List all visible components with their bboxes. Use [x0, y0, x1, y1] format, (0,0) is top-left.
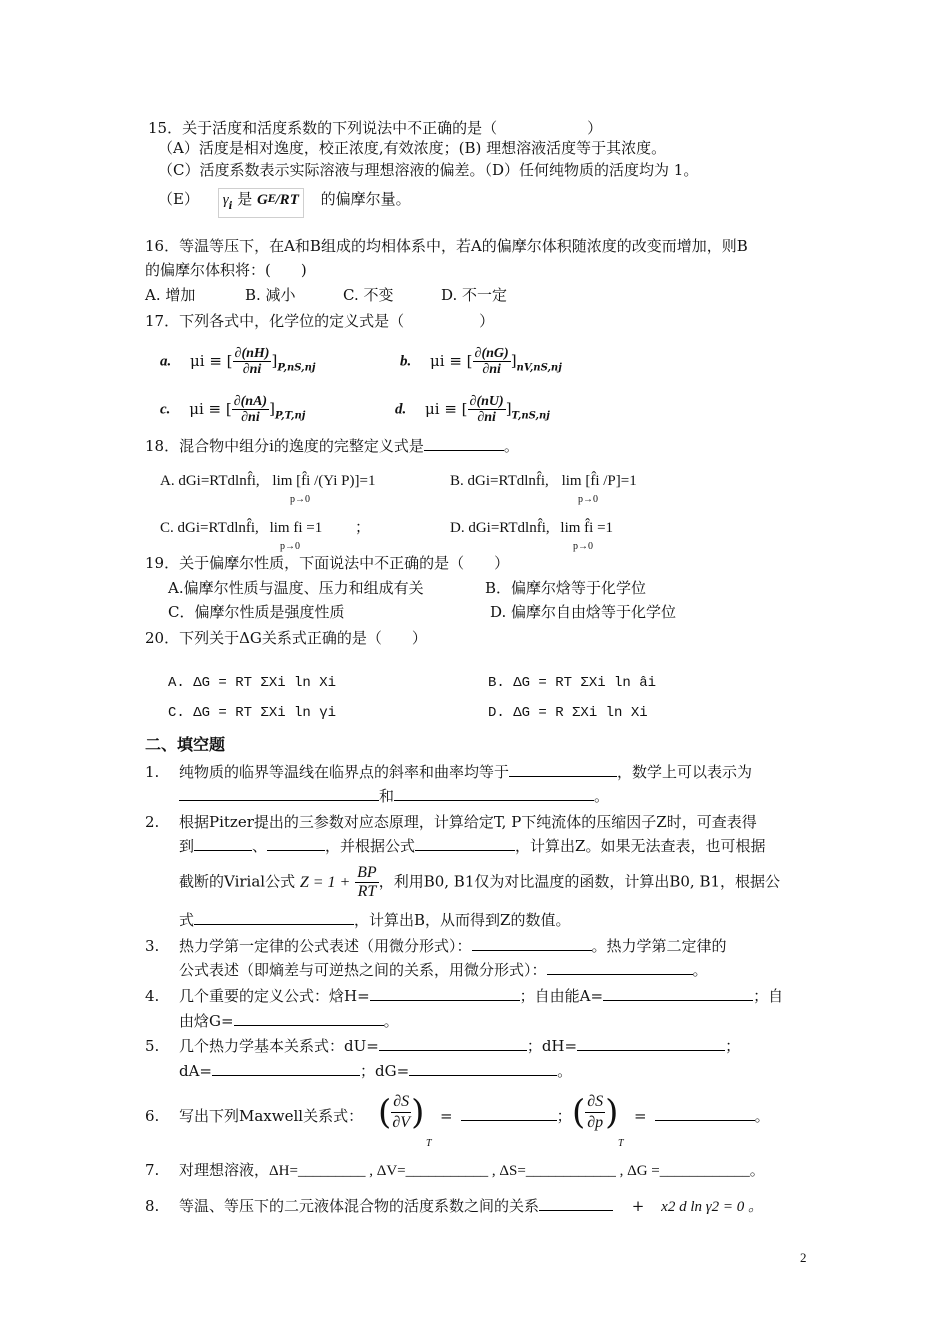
fill-2-blank-a[interactable]: [194, 836, 252, 851]
q18-option-a: A. dGi=RTdlnf̂i, lim [f̂i /(Yi P)]=1: [160, 473, 376, 489]
fill-6-eq2: = 。: [634, 1107, 770, 1125]
q17-option-c: c. μi ≡ [ $\frac{\partial(nA)}{\partial ni}$ ]$_{P,T,nj}$: [160, 394, 306, 425]
fill-1-line1: 1. 纯物质的临界等温线在临界点的斜率和曲率均等于 ，数学上可以表示为: [145, 763, 753, 781]
fill-2-blank-b[interactable]: [267, 836, 325, 851]
q20-option-d: D. ΔG = R ΣXi ln Xi: [488, 705, 648, 721]
q16-stem-line2: 的偏摩尔体积将：( ): [145, 261, 307, 279]
fill-1-blank-c[interactable]: [394, 786, 594, 801]
fill-2-line3: 截断的Virial公式 Z = 1 + $\frac{BP}{RT}$ ，利用B0, B1仅为对比温度的函数，计算出B0, B1，根据公: [179, 864, 781, 900]
q15-e-label: （E）: [158, 190, 199, 208]
fill-6-blank-a[interactable]: [461, 1106, 557, 1121]
q19-stem: 19．关于偏摩尔性质，下面说法中不正确的是（ ）: [145, 554, 510, 572]
q16-option-a: A. 增加: [145, 286, 196, 304]
fill-3-blank-b[interactable]: [547, 960, 693, 975]
q15-e-gamma: γ: [222, 192, 229, 208]
fill-2-blank-c[interactable]: [415, 836, 515, 851]
q18-a-limit-cond: p→0: [290, 494, 310, 505]
q18-option-c: C. dGi=RTdlnf̂i, lim fi =1 ；: [160, 518, 371, 536]
q15-option-e: [158, 188, 411, 218]
fill-3-blank-a[interactable]: [472, 936, 592, 951]
q18-b-limit-cond: p→0: [578, 494, 598, 505]
q17-option-a: a. μi ≡ [ $\frac{\partial(nH)}{\partial ni}$ ]$_{P,nS,nj}$: [160, 346, 316, 377]
q19-option-b: B．偏摩尔焓等于化学位: [485, 579, 647, 597]
q15-e-formula: $\gamma_i$ 是 $G^E/RT$: [218, 188, 304, 218]
fill-3-line2: 公式表述（即熵差与可逆热之间的关系，用微分形式）： 。: [179, 961, 708, 979]
q19-option-a: A.偏摩尔性质与温度、压力和组成有关: [168, 579, 424, 597]
q20-option-a: A. ΔG = RT ΣXi ln Xi: [168, 675, 337, 691]
q17-stem: 17．下列各式中，化学位的定义式是（ ）: [145, 312, 495, 330]
fill-6-label: 6. 写出下列Maxwell关系式：: [145, 1107, 364, 1125]
fill-4-blank-h[interactable]: [370, 986, 520, 1001]
q15-stem: 15．关于活度和活度系数的下列说法中不正确的是（ ）: [148, 119, 603, 137]
fill-3-line1: 3. 热力学第一定律的公式表述（用微分形式）： 。热力学第二定律的: [145, 937, 727, 955]
q16-option-c: C. 不变: [343, 286, 394, 304]
section-fill-in-title: 二、填空题: [145, 735, 226, 754]
q16-stem-line1: 16．等温等压下，在A和B组成的均相体系中，若A的偏摩尔体积随浓度的改变而增加，则B: [145, 237, 748, 255]
fill-8-line: 8. 等温、等压下的二元液体混合物的活度系数之间的关系 + x2 d ln γ2 = 0 。: [145, 1197, 764, 1215]
fill-6-maxwell-1: ( $\frac{\partial S}{\partial V}$ ): [378, 1092, 425, 1133]
q16-option-b: B. 减小: [245, 286, 296, 304]
q15-e-tail: 的偏摩尔量。: [320, 190, 411, 208]
fill-5-blank-da[interactable]: [212, 1061, 360, 1076]
fill-2-line2: 到 、 ，并根据公式 ，计算出Z。如果无法查表，也可根据: [179, 837, 766, 855]
q18-stem: 18．混合物中组分i的逸度的完整定义式是 。: [145, 437, 519, 455]
q17-option-b: b. μi ≡ [ $\frac{\partial(nG)}{\partial ni}$ ]$_{nV,nS,nj}$: [400, 346, 562, 377]
fill-4-blank-g[interactable]: [234, 1011, 384, 1026]
q18-answer-blank[interactable]: [424, 436, 504, 451]
fill-1-blank-a[interactable]: [509, 762, 617, 777]
q20-option-b: B. ΔG = RT ΣXi ln âi: [488, 675, 657, 691]
q18-d-limit-cond: p→0: [573, 541, 593, 552]
fill-6-T-sub-2: T: [618, 1138, 624, 1149]
fill-5-blank-dh[interactable]: [577, 1036, 725, 1051]
q17-option-d: d. μi ≡ [ $\frac{\partial(nU)}{\partial ni}$ ]$_{T,nS,nj}$: [395, 394, 550, 425]
fill-7-line: 7. 对理想溶液，ΔH=_________ , ΔV=___________ , ΔS=____________ , ΔG =____________。: [145, 1161, 765, 1179]
gibbs-duhem-term: x2 d ln γ2 = 0 。: [661, 1199, 764, 1215]
q18-option-b: B. dGi=RTdlnf̂i, lim [f̂i /P]=1: [450, 473, 637, 489]
q20-stem: 20．下列关于ΔG关系式正确的是（ ）: [145, 629, 427, 647]
q15-options-ab: （A）活度是相对逸度，校正浓度,有效浓度；(B) 理想溶液活度等于其浓度。: [158, 139, 667, 157]
q19-option-d: D. 偏摩尔自由焓等于化学位: [490, 603, 677, 621]
fill-5-blank-dg[interactable]: [409, 1061, 557, 1076]
fill-4-line1: 4. 几个重要的定义公式：焓H= ；自由能A= ；自: [145, 987, 784, 1005]
fill-7-text[interactable]: 对理想溶液，ΔH=_________ , ΔV=___________ , ΔS=____________ , ΔG =____________。: [179, 1163, 765, 1179]
fill-5-line1: 5. 几个热力学基本关系式：dU= ；dH= ；: [145, 1037, 741, 1055]
fill-4-blank-a[interactable]: [603, 986, 753, 1001]
fill-6-eq1: = ；: [440, 1107, 572, 1125]
fill-5-line2: dA= ；dG= 。: [179, 1062, 573, 1080]
q20-option-c: C. ΔG = RT ΣXi ln γi: [168, 705, 337, 721]
fill-1-line2: 和 。: [179, 786, 609, 806]
fill-1-blank-b[interactable]: [179, 786, 379, 801]
fill-2-line1: 2. 根据Pitzer提出的三参数对应态原理，计算给定T, P下纯流体的压缩因子Z时，可查表得: [145, 813, 757, 831]
q16-options: [145, 285, 507, 305]
fill-2-blank-d[interactable]: [194, 910, 354, 925]
q19-option-c: C．偏摩尔性质是强度性质: [168, 603, 345, 621]
q18-c-limit-cond: p→0: [280, 541, 300, 552]
fill-6-T-sub-1: T: [426, 1138, 432, 1149]
fill-5-blank-du[interactable]: [379, 1036, 527, 1051]
page-number: 2: [800, 1250, 807, 1265]
fill-6-maxwell-2: ( $\frac{\partial S}{\partial p}$ ): [572, 1092, 619, 1133]
fill-8-blank[interactable]: [539, 1196, 613, 1211]
fill-6-blank-b[interactable]: [655, 1106, 755, 1121]
q15-options-cd: （C）活度系数表示实际溶液与理想溶液的偏差。（D）任何纯物质的活度均为 1。: [158, 161, 699, 179]
q18-option-d: D. dGi=RTdlnf̂i, lim f̂i =1: [450, 520, 614, 536]
fill-4-line2: 由焓G= 。: [179, 1012, 399, 1030]
fill-2-line4: 式 ，计算出B，从而得到Z的数值。: [179, 911, 571, 929]
q16-option-d: D. 不一定: [441, 286, 508, 304]
